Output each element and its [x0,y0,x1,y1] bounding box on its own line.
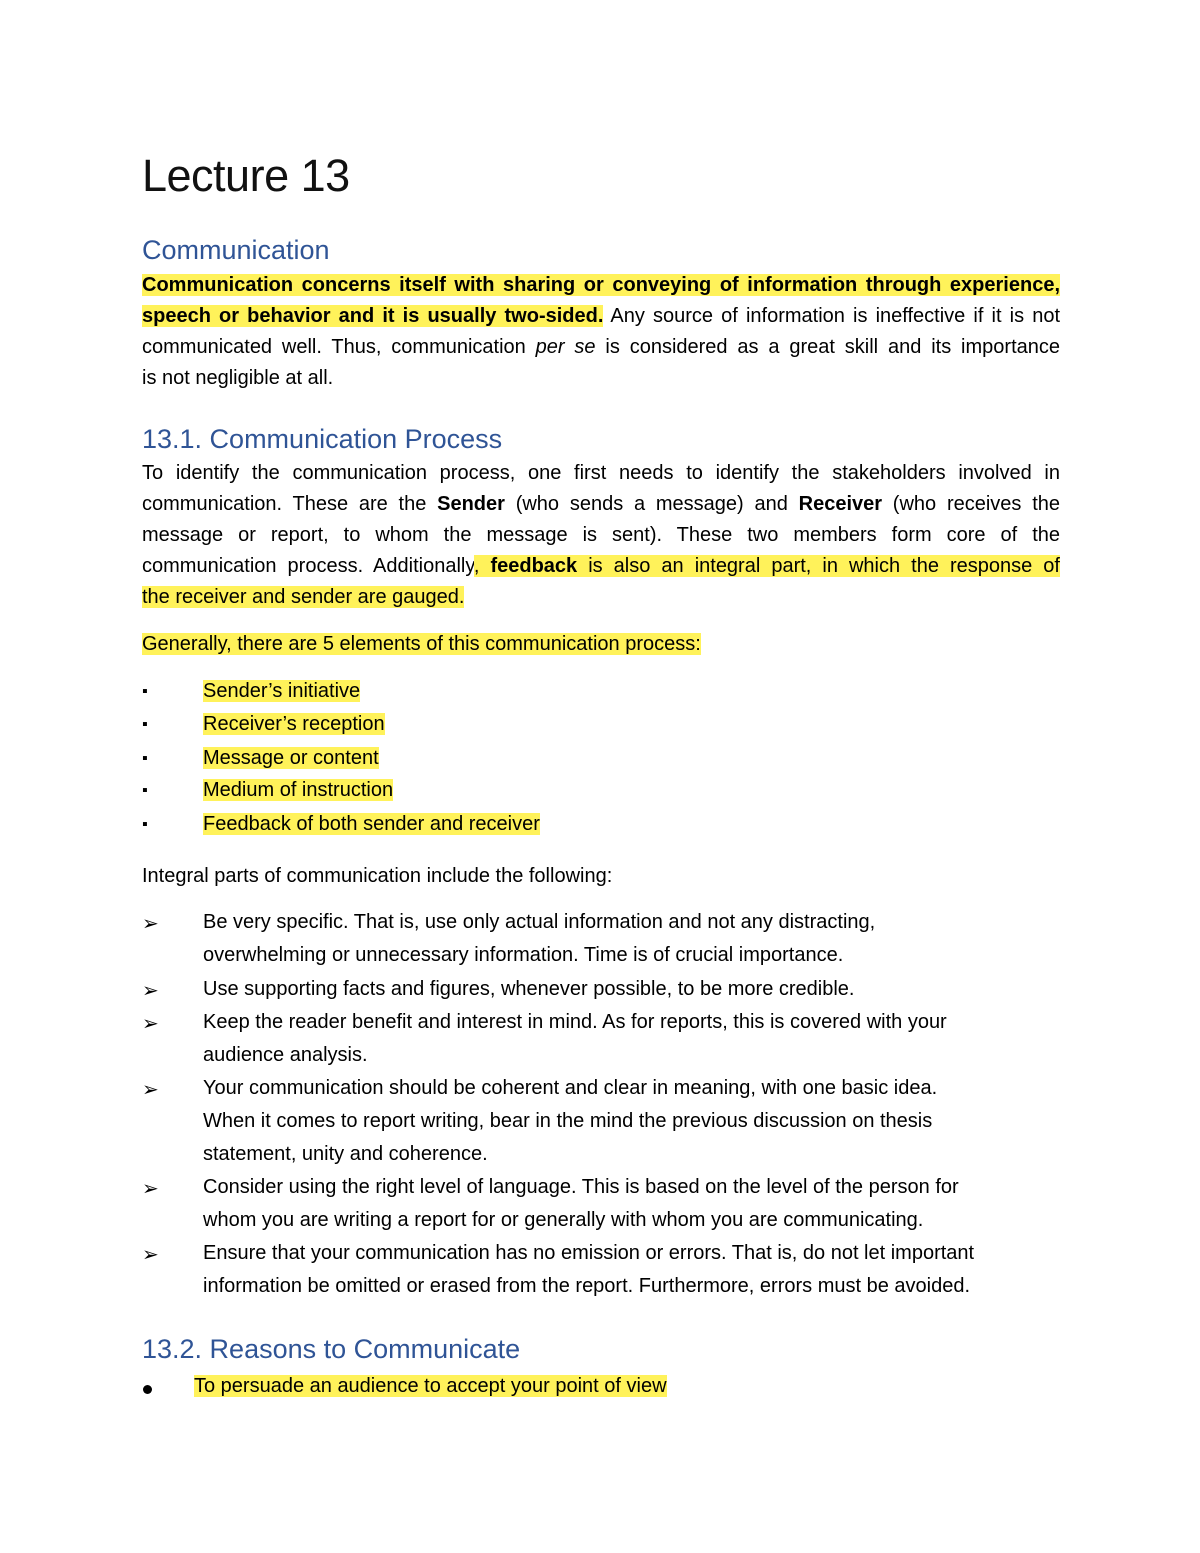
list-item: Consider using the right level of language. This is based on the level of the person for [203,1176,959,1198]
arrow-bullet: ➢ [142,913,159,935]
list-item: To persuade an audience to accept your point of view [194,1375,667,1397]
list-item: Sender’s initiative [203,680,361,702]
heading-communication-process: 13.1. Communication Process [142,424,503,454]
arrow-bullet: ➢ [142,1079,159,1101]
list-item: Keep the reader benefit and interest in mind. As for reports, this is covered with your [203,1011,947,1033]
list-item: Use supporting facts and figures, whenever possible, to be more credible. [203,978,855,1000]
list-item: Receiver’s reception [203,713,385,735]
list-item-continued: statement, unity and coherence. [203,1143,488,1165]
arrow-bullet: ➢ [142,1178,159,1200]
process-line-2: communication. These are the Sender (who sends a message) and Receiver (who receives the [142,493,1060,515]
integral-intro: Integral parts of communication include the following: [142,865,613,887]
intro-line-2: speech or behavior and it is usually two-sided. Any source of information is ineffective if it is not [142,305,1061,327]
list-item-continued: whom you are writing a report for or generally with whom you are communicating. [203,1209,924,1231]
list-item: Your communication should be coherent and clear in meaning, with one basic idea. [203,1077,938,1099]
list-item: Ensure that your communication has no emission or errors. That is, do not let important [203,1242,975,1264]
arrow-bullet: ➢ [142,1013,159,1035]
arrow-bullet: ➢ [142,1244,159,1266]
list-bullet: ▪ [142,716,148,733]
list-item-continued: When it comes to report writing, bear in the mind the previous discussion on thesis [203,1110,933,1132]
elements-intro: Generally, there are 5 elements of this communication process: [142,633,701,655]
heading-reasons-to-communicate: 13.2. Reasons to Communicate [142,1334,521,1364]
list-bullet: ▪ [142,816,148,833]
arrow-bullet: ➢ [142,980,159,1002]
list-bullet: ▪ [142,683,148,700]
list-item: Message or content [203,747,379,769]
intro-line-1: Communication concerns itself with sharing or conveying of information through experience, [142,274,1060,296]
document-title: Lecture 13 [142,150,350,201]
intro-line-3: communicated well. Thus, communication per se is considered as a great skill and its importance [142,336,1060,358]
list-item: Be very specific. That is, use only actual information and not any distracting, [203,911,876,933]
process-line-5: the receiver and sender are gauged. [142,586,465,608]
list-item-continued: information be omitted or erased from the report. Furthermore, errors must be avoided. [203,1275,971,1297]
list-item: Feedback of both sender and receiver [203,813,540,835]
list-bullet: ▪ [142,750,148,767]
list-item-continued: overwhelming or unnecessary information. Time is of crucial importance. [203,944,844,966]
bullet-dot [143,1385,152,1394]
intro-line-4: is not negligible at all. [142,367,334,389]
heading-communication: Communication [142,235,330,265]
list-item-continued: audience analysis. [203,1044,368,1066]
list-bullet: ▪ [142,782,148,799]
process-line-4: communication process. Additionally, feedback is also an integral part, in which the response of [142,555,1060,577]
process-line-1: To identify the communication process, one first needs to identify the stakeholders involved in [142,462,1060,484]
list-item: Medium of instruction [203,779,394,801]
process-line-3: message or report, to whom the message is sent). These two members form core of the [142,524,1060,546]
